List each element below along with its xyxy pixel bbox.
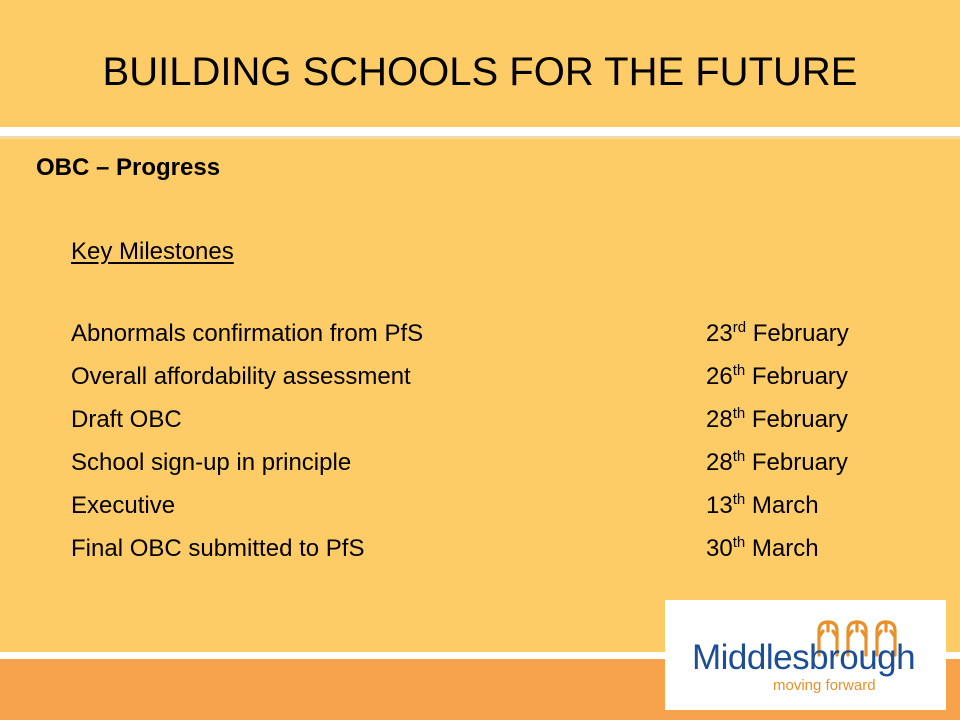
milestone-task: Abnormals confirmation from PfS (71, 320, 424, 347)
milestone-month: February (752, 320, 849, 347)
milestone-list (71, 318, 931, 576)
milestone-month: February (751, 449, 848, 476)
milestone-task: Final OBC submitted to PfS (71, 535, 365, 562)
middlesbrough-logo (665, 600, 946, 710)
milestone-month: March (751, 492, 819, 519)
milestone-task: School sign-up in principle (71, 449, 352, 476)
milestone-day-suffix: th (732, 405, 746, 422)
milestone-date (706, 318, 849, 353)
milestone-day-suffix: th (732, 534, 746, 551)
milestone-task: Executive (71, 492, 176, 519)
slide-title: BUILDING SCHOOLS FOR THE FUTURE (102, 50, 858, 94)
milestone-day: 23 (706, 320, 733, 347)
section-heading: OBC – Progress (36, 154, 221, 181)
milestone-date (706, 404, 848, 439)
milestone-day: 26 (706, 363, 733, 390)
milestone-item (71, 490, 931, 533)
milestone-day-suffix: rd (732, 319, 747, 336)
milestone-month: February (751, 363, 848, 390)
milestone-item (71, 533, 931, 576)
milestone-day: 28 (706, 449, 733, 476)
key-milestones-heading: Key Milestones (71, 238, 234, 265)
milestone-day-suffix: th (732, 491, 746, 508)
milestone-date (706, 361, 848, 396)
header-divider (0, 127, 960, 139)
milestone-day-suffix: th (732, 362, 746, 379)
milestone-day: 30 (706, 535, 733, 562)
milestone-task: Draft OBC (71, 406, 182, 433)
logo-wordmark: Middlesbrough (692, 638, 916, 677)
milestone-date (706, 533, 819, 568)
milestone-item (71, 318, 931, 361)
milestone-day-suffix: th (732, 448, 746, 465)
milestone-date (706, 447, 848, 482)
milestone-task: Overall affordability assessment (71, 363, 411, 390)
milestone-item (71, 361, 931, 404)
milestone-item (71, 447, 931, 490)
milestone-item (71, 404, 931, 447)
logo-tagline: moving forward (773, 677, 876, 694)
milestone-month: February (751, 406, 848, 433)
milestone-day: 28 (706, 406, 733, 433)
milestone-date (706, 490, 819, 525)
milestone-day: 13 (706, 492, 733, 519)
milestone-month: March (751, 535, 819, 562)
